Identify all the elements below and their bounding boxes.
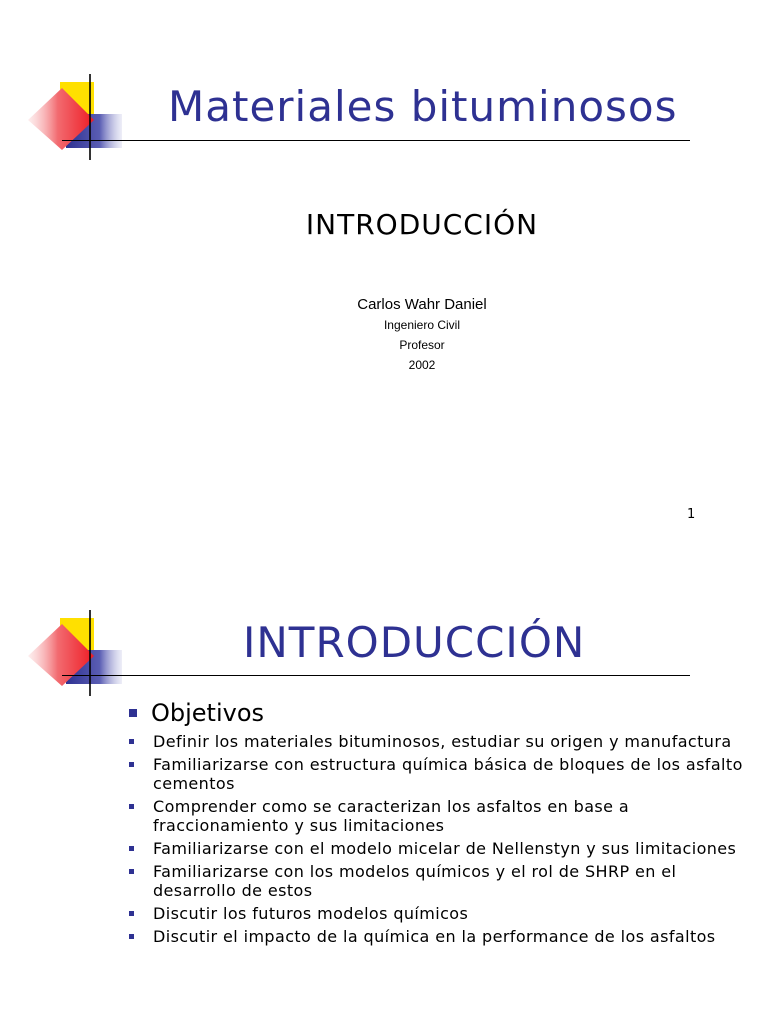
list-item-text: Definir los materiales bituminosos, estudiar su origen y manufactura	[153, 732, 732, 751]
list-item-text: Discutir los futuros modelos químicos	[153, 904, 469, 923]
bullet-square-icon	[129, 934, 134, 939]
slide-title: Materiales bituminosos	[168, 82, 678, 131]
list-item	[126, 839, 746, 858]
list-item-text: Familiarizarse con el modelo micelar de Nellenstyn y sus limitaciones	[153, 839, 737, 858]
bullet-square-icon	[129, 739, 134, 744]
bullet-square-icon	[129, 762, 134, 767]
title-divider	[62, 675, 690, 676]
content-slide	[0, 544, 768, 1024]
author-name: Carlos Wahr Daniel	[357, 296, 487, 313]
slide-logo-icon	[24, 610, 124, 700]
list-item	[126, 755, 746, 793]
page-number: 1	[687, 507, 696, 522]
bullet-square-icon	[129, 804, 134, 809]
author-year: 2002	[408, 358, 436, 372]
objectives-list	[126, 698, 746, 950]
list-item-text: Comprender como se caracterizan los asfaltos en base a fraccionamiento y sus limitaciones	[153, 797, 630, 835]
objectives-heading-text: Objetivos	[151, 699, 265, 727]
slide-subtitle: INTRODUCCIÓN	[305, 208, 539, 241]
author-block	[0, 295, 768, 375]
list-item	[126, 732, 746, 751]
bullet-square-icon	[129, 869, 134, 874]
bullet-square-icon	[129, 709, 137, 717]
list-item-text: Familiarizarse con estructura química básica de bloques de los asfalto cementos	[153, 755, 743, 793]
list-item	[126, 797, 746, 835]
list-item	[126, 904, 746, 923]
list-item	[126, 927, 746, 946]
objectives-heading	[126, 698, 746, 728]
title-divider	[62, 140, 690, 141]
author-position: Profesor	[399, 338, 445, 352]
bullet-square-icon	[129, 846, 134, 851]
bullet-square-icon	[129, 911, 134, 916]
list-item	[126, 862, 746, 900]
list-item-text: Discutir el impacto de la química en la performance de los asfaltos	[153, 927, 716, 946]
slide-title: INTRODUCCIÓN	[243, 618, 586, 667]
author-role: Ingeniero Civil	[383, 318, 461, 332]
list-item-text: Familiarizarse con los modelos químicos y el rol de SHRP en el desarrollo de estos	[153, 862, 677, 900]
slide-logo-icon	[24, 74, 124, 164]
